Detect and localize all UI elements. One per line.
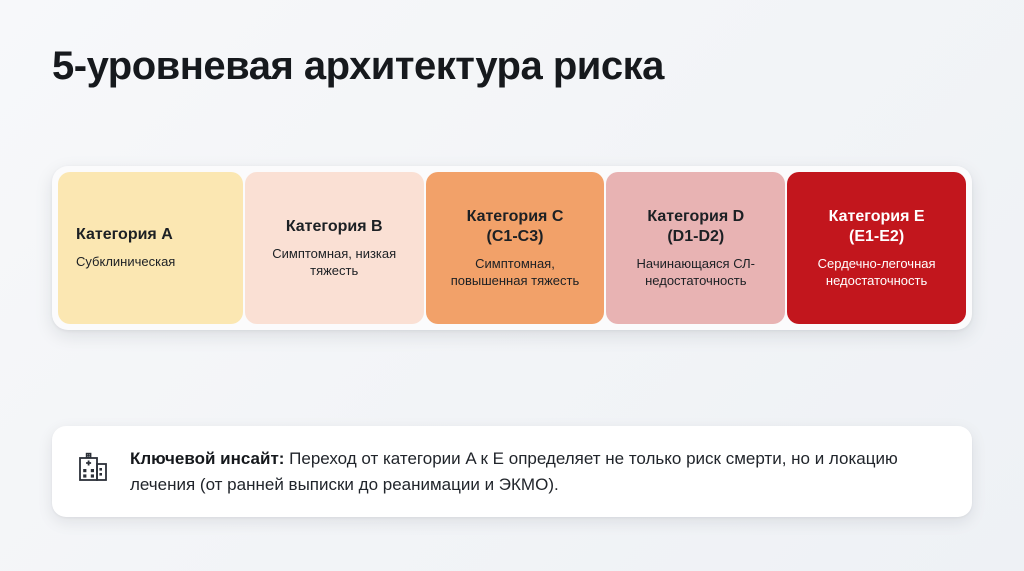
- hospital-icon: [74, 448, 112, 486]
- key-insight-card: [52, 426, 972, 517]
- stage-title-line-1: Категория E: [828, 207, 925, 225]
- key-insight-body: Переход от категории A к E определяет не только риск смерти, но и локацию лечения (от ранней выписки до реанимации и ЭКМО).: [130, 449, 898, 494]
- stage-title-line-2: (D1-D2): [667, 227, 725, 245]
- stage-title-line-2: (C1-C3): [486, 227, 544, 245]
- stage-title: [467, 207, 564, 247]
- stage-title: [647, 207, 744, 247]
- stage-category-e[interactable]: [787, 172, 966, 324]
- stage-description: Симптомная, низкая тяжесть: [272, 245, 397, 278]
- stage-title: Категория A: [76, 226, 173, 244]
- key-insight-text: [130, 446, 946, 497]
- stage-description: Начинающаяся СЛ-недостаточность: [636, 255, 756, 288]
- stage-category-d[interactable]: [606, 172, 785, 324]
- stage-category-a[interactable]: [58, 172, 243, 324]
- stage-description: Субклиническая: [76, 254, 176, 270]
- stage-title-line-2: (E1-E2): [849, 227, 905, 245]
- stage-category-c[interactable]: [426, 172, 605, 324]
- risk-stage-flow: [52, 166, 972, 330]
- page-title: 5-уровневая архитектура риска: [52, 44, 664, 88]
- key-insight-label: Ключевой инсайт:: [130, 449, 285, 468]
- stage-title-line-1: Категория C: [466, 207, 564, 225]
- stage-description: Сердечно-легочная недостаточность: [817, 255, 936, 288]
- stage-description: Симптомная, повышенная тяжесть: [450, 255, 580, 288]
- stage-title-line-1: Категория D: [647, 207, 745, 225]
- stage-title: [829, 207, 925, 247]
- stage-category-b[interactable]: [245, 172, 424, 324]
- stage-title: Категория B: [285, 217, 383, 235]
